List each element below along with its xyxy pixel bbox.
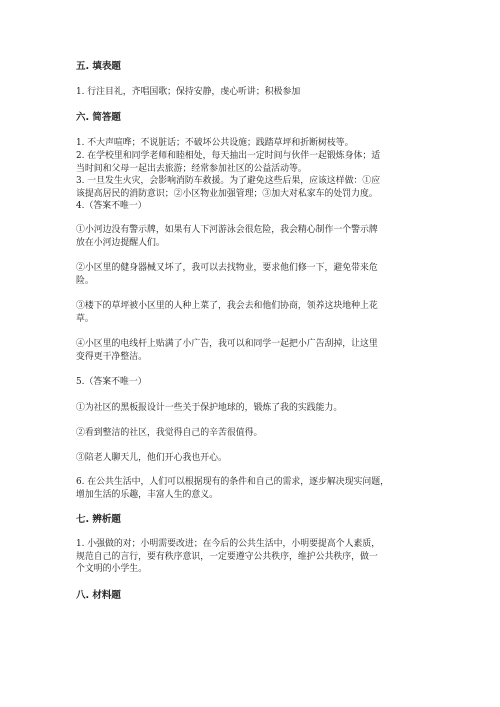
text-line: 变得更干净整洁。: [76, 351, 147, 362]
text-line: 草。: [76, 313, 94, 324]
text-line: 6. 在公共生活中，人们可以根据现有的条件和自己的需求，逐步解决现实问题，: [76, 477, 390, 487]
section-heading-short-answer: 六. 简答题: [76, 112, 121, 123]
text-line: ①为社区的黑板报设计一些关于保护地球的，锻炼了我的实践能力。: [76, 403, 343, 413]
text-line: ②小区里的健身器械又坏了，我可以去找物业，要求他们修一下，避免带来危: [76, 263, 378, 273]
text-line: 1. 小强做的对；小明需要改进；在今后的公共生活中，小明要提高个人素质，: [76, 539, 381, 549]
section-heading-analysis: 七. 辨析题: [76, 514, 121, 525]
text-line: 1. 行注目礼，齐唱国歌；保持安静，虔心听讲；积极参加: [76, 87, 301, 97]
text-line: 增加生活的乐趣，丰富人生的意义。: [76, 489, 218, 500]
text-line: 1. 不大声喧哗；不说脏话；不破坏公共设施；践踏草坪和折断树枝等。: [76, 138, 354, 148]
section-heading-fill-in: 五. 填表题: [76, 61, 121, 72]
text-line: ③楼下的草坪被小区里的人种上菜了，我会去和他们协商，领养这块地种上花: [76, 301, 378, 311]
text-line: 2. 在学校里和同学老师和睦相处，每天抽出一定时间与伙伴一起锻炼身体；适: [76, 151, 381, 161]
text-line: ①小河边没有警示牌，如果有人下河游泳会很危险，我会精心制作一个警示牌: [76, 225, 378, 235]
text-line: 3. 一旦发生火灾，会影响消防车救援。为了避免这些后果，应该这样做：①应: [76, 176, 381, 186]
text-line: 规范自己的言行，要有秩序意识，一定要遵守公共秩序，维护公共秩序，做一: [76, 551, 378, 562]
text-line: 4.（答案不唯一）: [76, 201, 147, 211]
text-line: 5.（答案不唯一）: [76, 377, 147, 387]
text-line: 该提高居民的消防意识；②小区物业加强管理；③加大对私家车的处罚力度。: [76, 188, 378, 199]
text-line: ③陪老人聊天儿，他们开心我也开心。: [76, 453, 227, 463]
text-line: 个文明的小学生。: [76, 564, 147, 574]
text-line: 当时间和父母一起出去旅游；经常参加社区的公益活动等。: [76, 163, 307, 174]
section-heading-material: 八. 材料题: [76, 590, 121, 601]
text-line: 险。: [76, 275, 94, 286]
text-line: ④小区里的电线杆上贴满了小广告，我可以和同学一起把小广告刮掉，让这里: [76, 339, 378, 349]
text-line: 放在小河边提醒人们。: [76, 237, 165, 248]
text-line: ②看到整洁的社区，我觉得自己的辛苦很值得。: [76, 428, 263, 438]
